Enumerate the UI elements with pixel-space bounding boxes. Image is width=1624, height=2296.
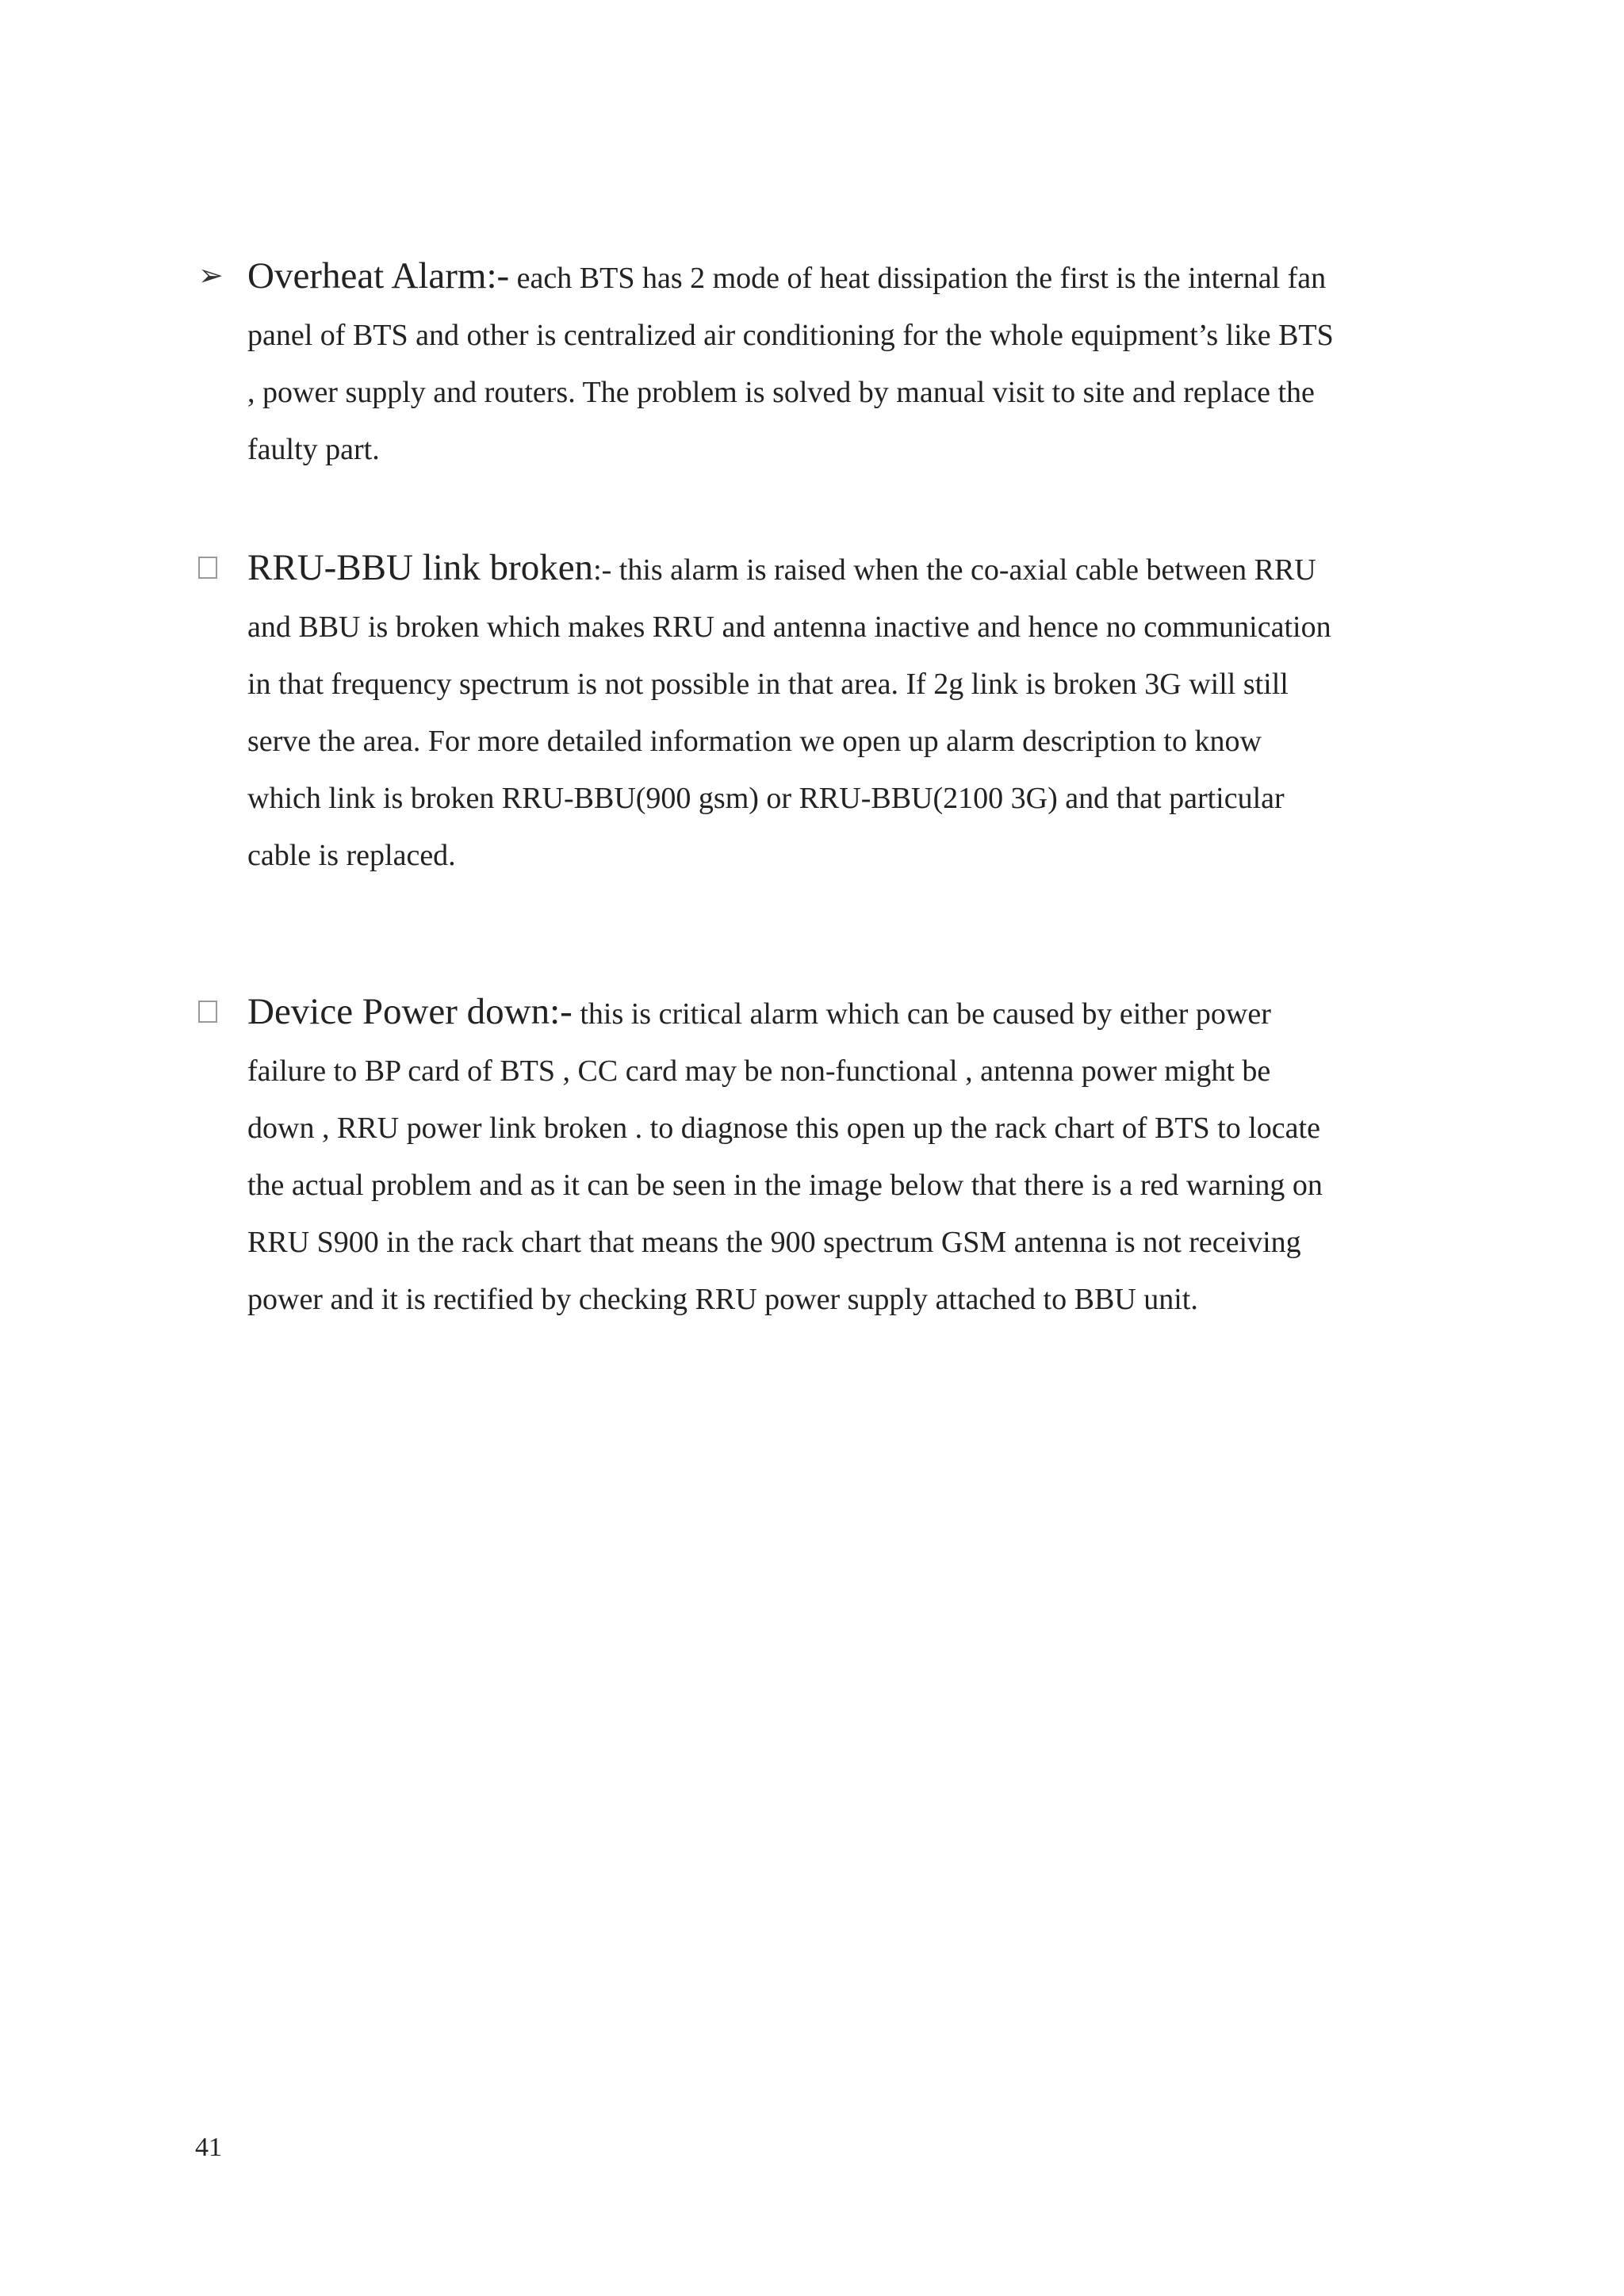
arrow-bullet-icon: ➢ xyxy=(198,259,224,293)
paragraph-rru-bbu-link-broken xyxy=(247,539,1445,884)
page-number: 41 xyxy=(195,2133,222,2162)
line-text: the actual problem and as it can be seen in the image below that there is a red warning on xyxy=(247,1169,1323,1202)
line-text: in that frequency spectrum is not possible in that area. If 2g link is broken 3G will still xyxy=(247,668,1289,701)
item-heading: RRU-BBU link broken xyxy=(247,547,594,588)
line-text: RRU S900 in the rack chart that means the 900 spectrum GSM antenna is not receiving xyxy=(247,1226,1301,1259)
box-bullet-icon xyxy=(198,557,217,579)
line-text: faulty part. xyxy=(247,433,380,466)
line-text: this is critical alarm which can be caused by either power xyxy=(572,997,1271,1031)
line-text: down , RRU power link broken . to diagnose this open up the rack chart of BTS to locate xyxy=(247,1112,1320,1145)
line-text: serve the area. For more detailed information we open up alarm description to know xyxy=(247,725,1262,758)
paragraph-overheat-alarm xyxy=(247,247,1445,478)
item-heading: Overheat Alarm:- xyxy=(247,255,510,297)
line-text: power and it is rectified by checking RRU power supply attached to BBU unit. xyxy=(247,1283,1198,1316)
item-heading: Device Power down:- xyxy=(247,991,573,1032)
line-text: panel of BTS and other is centralized air conditioning for the whole equipment’s like BTS xyxy=(247,319,1334,352)
line-text: :- this alarm is raised when the co-axial cable between RRU xyxy=(593,553,1316,587)
first-line xyxy=(247,539,1445,599)
line-text: , power supply and routers. The problem is solved by manual visit to site and replace the xyxy=(247,376,1315,409)
first-line xyxy=(247,983,1445,1043)
line-text: and BBU is broken which makes RRU and antenna inactive and hence no communication xyxy=(247,610,1331,644)
line-text: failure to BP card of BTS , CC card may be non-functional , antenna power might be xyxy=(247,1054,1271,1088)
line-text: cable is replaced. xyxy=(247,839,456,872)
line-text: each BTS has 2 mode of heat dissipation the first is the internal fan xyxy=(509,262,1327,295)
box-bullet-icon xyxy=(198,1001,217,1023)
line-text: which link is broken RRU-BBU(900 gsm) or RRU-BBU(2100 3G) and that particular xyxy=(247,782,1285,815)
first-line xyxy=(247,247,1445,307)
paragraph-device-power-down xyxy=(247,983,1445,1328)
